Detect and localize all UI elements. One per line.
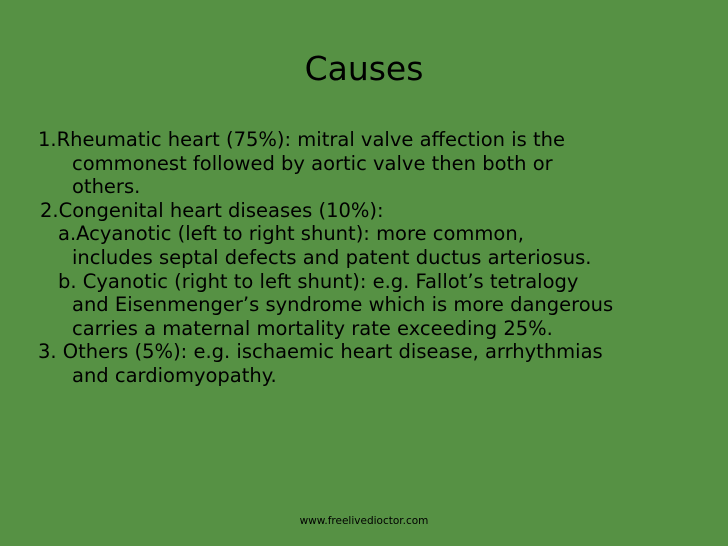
body-line-rheumatic: 1.Rheumatic heart (75%): mitral valve affection is the bbox=[38, 128, 566, 151]
body-line-congenital: 2.Congenital heart diseases (10%): bbox=[40, 198, 384, 222]
body-line-cyanotic-cont-2: carries a maternal mortality rate exceeding 25%. bbox=[72, 316, 553, 340]
body-line-rheumatic-cont-1: commonest followed by aortic valve then both or bbox=[72, 151, 553, 175]
body-line-acyanotic-cont: includes septal defects and patent ductus arteriosus. bbox=[72, 245, 592, 269]
footer-url: www.freelivedioctor.com bbox=[299, 515, 429, 527]
body-line-others: 3. Others (5%): e.g. ischaemic heart disease, arrhythmias bbox=[38, 340, 603, 364]
body-line-cyanotic-cont-1: and Eisenmenger’s syndrome which is more dangerous bbox=[72, 293, 614, 317]
slide-body bbox=[38, 128, 698, 388]
body-line-others-cont: and cardiomyopathy. bbox=[72, 363, 277, 387]
body-line-acyanotic: a.Acyanotic (left to right shunt): more common, bbox=[58, 222, 524, 246]
slide-title: Causes bbox=[304, 49, 424, 88]
body-line-rheumatic-cont-2: others. bbox=[72, 175, 141, 199]
body-line-cyanotic: b. Cyanotic (right to left shunt): e.g. Fallot’s tetralogy bbox=[58, 269, 579, 293]
